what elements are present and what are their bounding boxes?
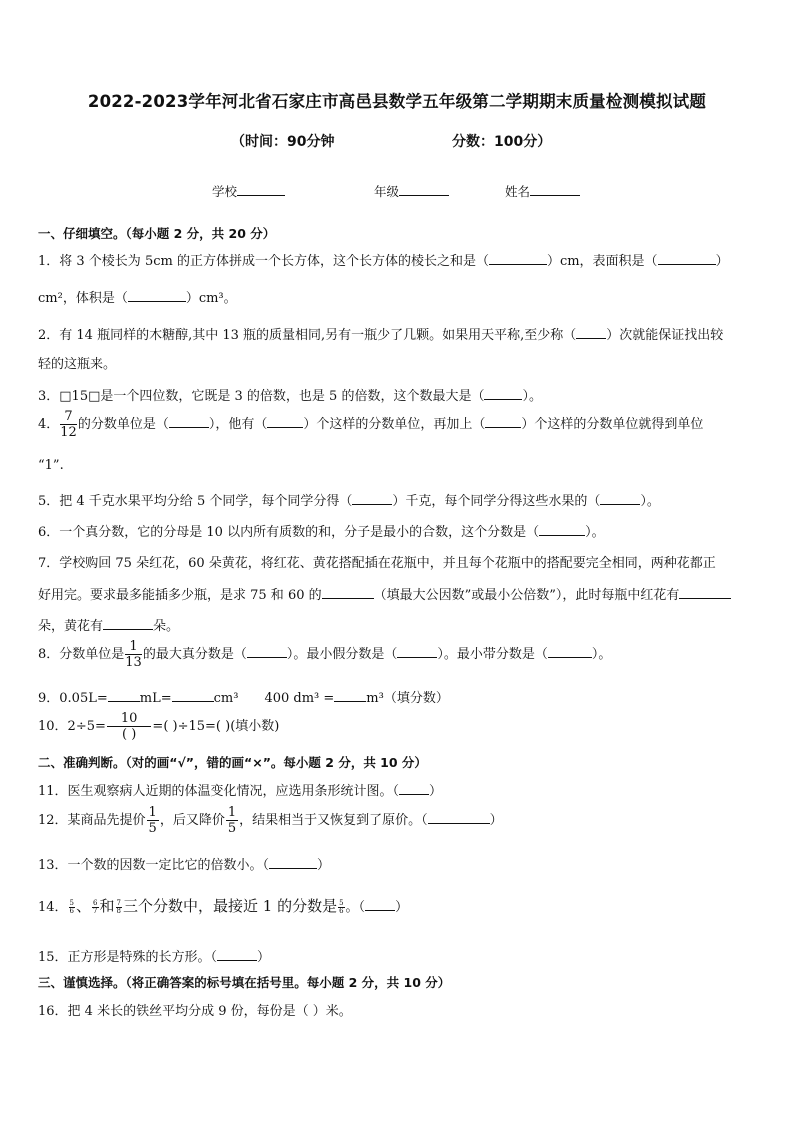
answer-blank[interactable] [108, 689, 140, 702]
answer-blank[interactable] [539, 523, 585, 536]
answer-blank[interactable] [365, 898, 395, 911]
fraction: $\frac{6}{7}$ [93, 899, 98, 915]
question-11: 11．医生观察病人近期的体温变化情况，应选用条形统计图。（ ） [38, 784, 443, 799]
name-blank[interactable] [530, 183, 580, 196]
answer-blank[interactable] [658, 252, 716, 265]
fraction: $\frac{1}{13}$ [125, 639, 142, 670]
answer-blank[interactable] [334, 689, 366, 702]
answer-blank[interactable] [247, 645, 287, 658]
answer-blank[interactable] [576, 326, 606, 339]
answer-blank[interactable] [485, 415, 521, 428]
fraction: $\frac{5}{6}$ [339, 899, 344, 915]
answer-blank[interactable] [397, 645, 437, 658]
fraction: $\frac{10}{( )}$ [107, 712, 152, 741]
fraction: $\frac{5}{6}$ [69, 899, 75, 915]
answer-blank[interactable] [484, 387, 522, 400]
question-7-line-2: 好用完。要求最多能插多少瓶，是求 75 和 60 的 （填最大公因数”或最小公倍数”），此时每瓶中红花有 [38, 584, 731, 603]
section-3-heading: 三、谨慎选择。（将正确答案的标号填在括号里。每小题 2 分，共 10 分） [38, 975, 451, 990]
name-field: 姓名 [505, 182, 580, 200]
question-4-line-2: “1”. [38, 458, 64, 473]
question-12: 12．某商品先提价 $\frac{1}{5}$ ，后又降价 $\frac{1}{5}$ ，结果相当于又恢复到了原价。（ ） [38, 805, 503, 836]
answer-blank[interactable] [267, 415, 303, 428]
answer-blank[interactable] [600, 492, 640, 505]
question-6: 6．一个真分数，它的分母是 10 以内所有质数的和，分子是最小的合数，这个分数是（ ）。 [38, 525, 605, 540]
question-1-line-2: cm²，体积是（ ）cm³。 [38, 291, 237, 306]
answer-blank[interactable] [399, 782, 429, 795]
section-1-heading: 一、仔细填空。（每小题 2 分，共 20 分） [38, 226, 276, 241]
score-label: 分数：100分） [452, 134, 552, 150]
question-13: 13．一个数的因数一定比它的倍数小。（ ） [38, 858, 331, 873]
answer-blank[interactable] [169, 415, 209, 428]
answer-blank[interactable] [172, 689, 214, 702]
question-9: 9．0.05L= mL= cm³ 400 dm³ = m³（填分数） [38, 691, 449, 706]
grade-blank[interactable] [399, 183, 449, 196]
fraction: $\frac{1}{5}$ [227, 805, 237, 836]
answer-blank[interactable] [489, 252, 547, 265]
answer-blank[interactable] [322, 586, 374, 599]
section-2-heading: 二、准确判断。（对的画“√”，错的画“×”。每小题 2 分，共 10 分） [38, 755, 427, 770]
question-10: 10．2÷5= $\frac{10}{( )}$ =( )÷15=( )(填小数) [38, 711, 280, 742]
school-field: 学校 [212, 182, 285, 200]
school-blank[interactable] [237, 183, 285, 196]
question-2-line-2: 轻的这瓶来。 [38, 357, 117, 372]
fraction: $\frac{7}{12}$ [60, 409, 77, 440]
answer-blank[interactable] [352, 492, 392, 505]
fraction: $\frac{1}{5}$ [148, 805, 157, 836]
answer-blank[interactable] [269, 856, 317, 869]
answer-blank[interactable] [103, 617, 153, 630]
question-8: 8．分数单位是 $\frac{1}{13}$ 的最大真分数是（ ）。最小假分数是（ ）。最小带分数是（ ）。 [38, 639, 612, 670]
fraction: $\frac{7}{8}$ [116, 899, 121, 915]
question-5: 5．把 4 千克水果平均分给 5 个同学，每个同学分得（ ）千克，每个同学分得这些水果的（ ）。 [38, 494, 660, 509]
answer-blank[interactable] [217, 948, 257, 961]
answer-blank[interactable] [128, 289, 186, 302]
question-7-line-1: 7．学校购回 75 朵红花，60 朵黄花，将红花、黄花搭配插在花瓶中，并且每个花瓶中的搭配要完全相同，两种花都正 [38, 556, 716, 571]
question-7-line-3: 朵，黄花有 朵。 [38, 619, 180, 634]
question-14: 14． $\frac{5}{6}$ 、 $\frac{6}{7}$ 和 $\frac{7}{8}$ 三个分数中，最接近 1 的分数是 $\frac{5}{6}$ 。（ ） [38, 897, 409, 915]
answer-blank[interactable] [548, 645, 592, 658]
question-1-line-1: 1．将 3 个棱长为 5cm 的正方体拼成一个长方体，这个长方体的棱长之和是（ ）cm，表面积是（ ） [38, 254, 729, 269]
question-2-line-1: 2．有 14 瓶同样的木糖醇,其中 13 瓶的质量相同,另有一瓶少了几颗。如果用天平称,至少称（ ）次就能保证找出较 [38, 328, 724, 343]
exam-title: 2022-2023学年河北省石家庄市高邑县数学五年级第二学期期末质量检测模拟试题 [87, 92, 707, 111]
question-3: 3．□15□是一个四位数，它既是 3 的倍数，也是 5 的倍数，这个数最大是（ ）。 [38, 389, 542, 404]
grade-field: 年级 [374, 182, 449, 200]
time-label: （时间：90分钟 [231, 134, 335, 150]
answer-blank[interactable] [428, 811, 490, 824]
question-16: 16．把 4 米长的铁丝平均分成 9 份，每份是（ ）米。 [38, 1004, 352, 1019]
answer-blank[interactable] [679, 586, 731, 599]
question-4-line-1: 4． $\frac{7}{12}$ 的分数单位是（ ），他有（ ）个这样的分数单位，再加上（ ）个这样的分数单位就得到单位 [38, 409, 704, 440]
question-15: 15．正方形是特殊的长方形。（ ） [38, 950, 271, 965]
